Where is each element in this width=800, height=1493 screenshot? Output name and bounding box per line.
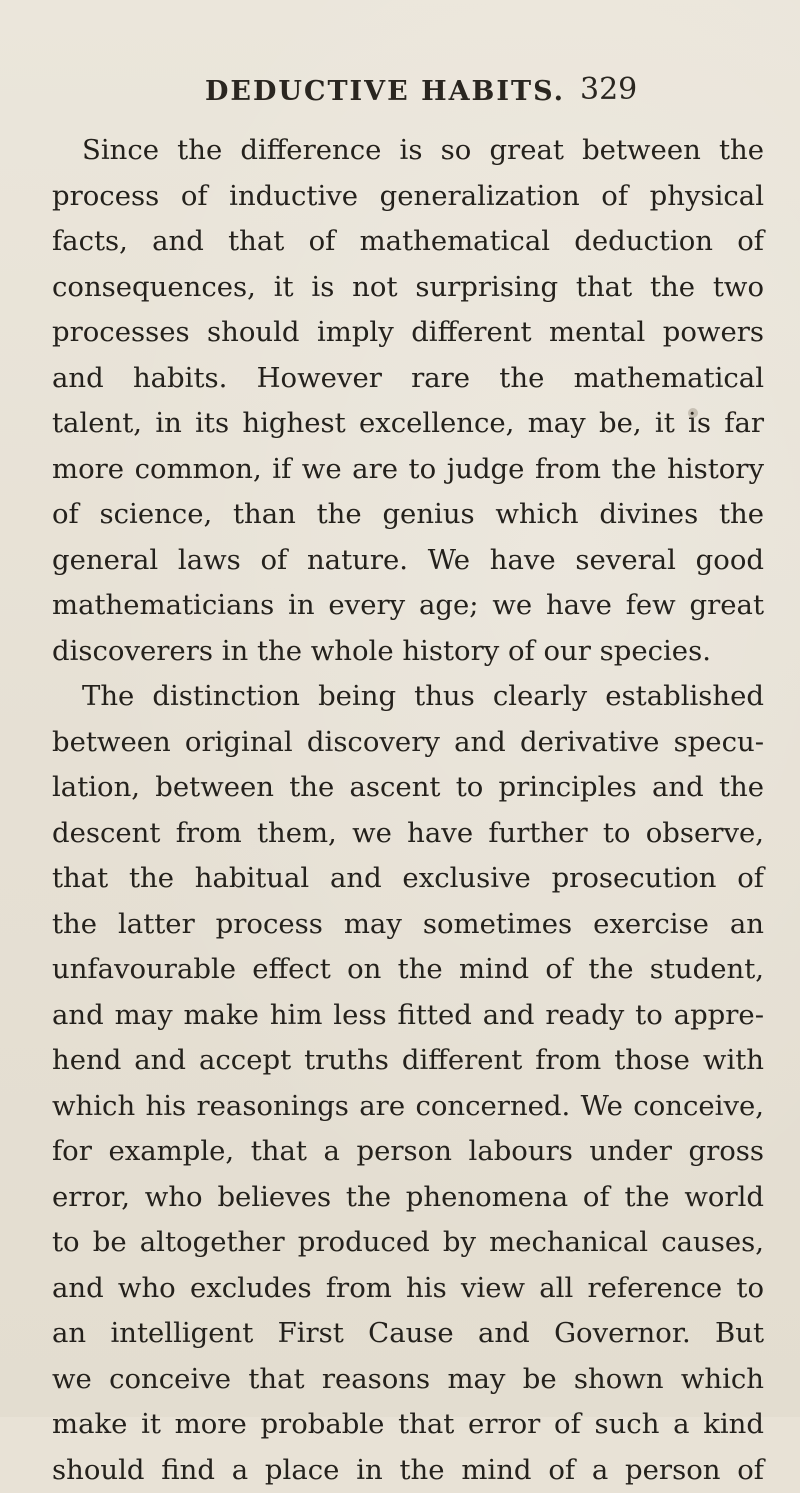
text-line: and who excludes from his view all reference to <box>52 1266 764 1312</box>
text-line: error, who believes the phenomena of the world <box>52 1175 764 1221</box>
text-line: that the habitual and exclusive prosecution of <box>52 856 764 902</box>
text-line: and habits. However rare the mathematical <box>52 356 764 402</box>
body-text <box>52 128 764 1493</box>
text-line: Since the difference is so great between the <box>52 128 764 174</box>
paper-speck <box>688 408 698 418</box>
text-line: process of inductive generalization of physical <box>52 174 764 220</box>
page-number: 329 <box>580 72 637 107</box>
text-line: make it more probable that error of such a kind <box>52 1402 764 1448</box>
page-header <box>0 72 800 112</box>
text-line: processes should imply different mental powers <box>52 310 764 356</box>
text-line: more common, if we are to judge from the history <box>52 447 764 493</box>
text-line: descent from them, we have further to observe, <box>52 811 764 857</box>
text-line: facts, and that of mathematical deduction of <box>52 219 764 265</box>
text-line: lation, between the ascent to principles and the <box>52 765 764 811</box>
text-line: of science, than the genius which divines the <box>52 492 764 538</box>
text-line: we conceive that reasons may be shown which <box>52 1357 764 1403</box>
text-line: for example, that a person labours under gross <box>52 1129 764 1175</box>
text-line: an intelligent First Cause and Governor. But <box>52 1311 764 1357</box>
text-line: discoverers in the whole history of our species. <box>52 629 764 675</box>
text-line: general laws of nature. We have several good <box>52 538 764 584</box>
text-line: to be altogether produced by mechanical causes, <box>52 1220 764 1266</box>
text-line: consequences, it is not surprising that the two <box>52 265 764 311</box>
text-line: and may make him less fitted and ready to appre- <box>52 993 764 1039</box>
text-line: between original discovery and derivative specu- <box>52 720 764 766</box>
text-line: which his reasonings are concerned. We conceive, <box>52 1084 764 1130</box>
text-line: talent, in its highest excellence, may be, it is far <box>52 401 764 447</box>
text-line: hend and accept truths different from those with <box>52 1038 764 1084</box>
text-line: should find a place in the mind of a person of <box>52 1448 764 1493</box>
text-line: the latter process may sometimes exercise an <box>52 902 764 948</box>
text-line: mathematicians in every age; we have few great <box>52 583 764 629</box>
running-head: DEDUCTIVE HABITS. <box>205 76 565 107</box>
text-line: unfavourable effect on the mind of the student, <box>52 947 764 993</box>
text-line: The distinction being thus clearly established <box>52 674 764 720</box>
